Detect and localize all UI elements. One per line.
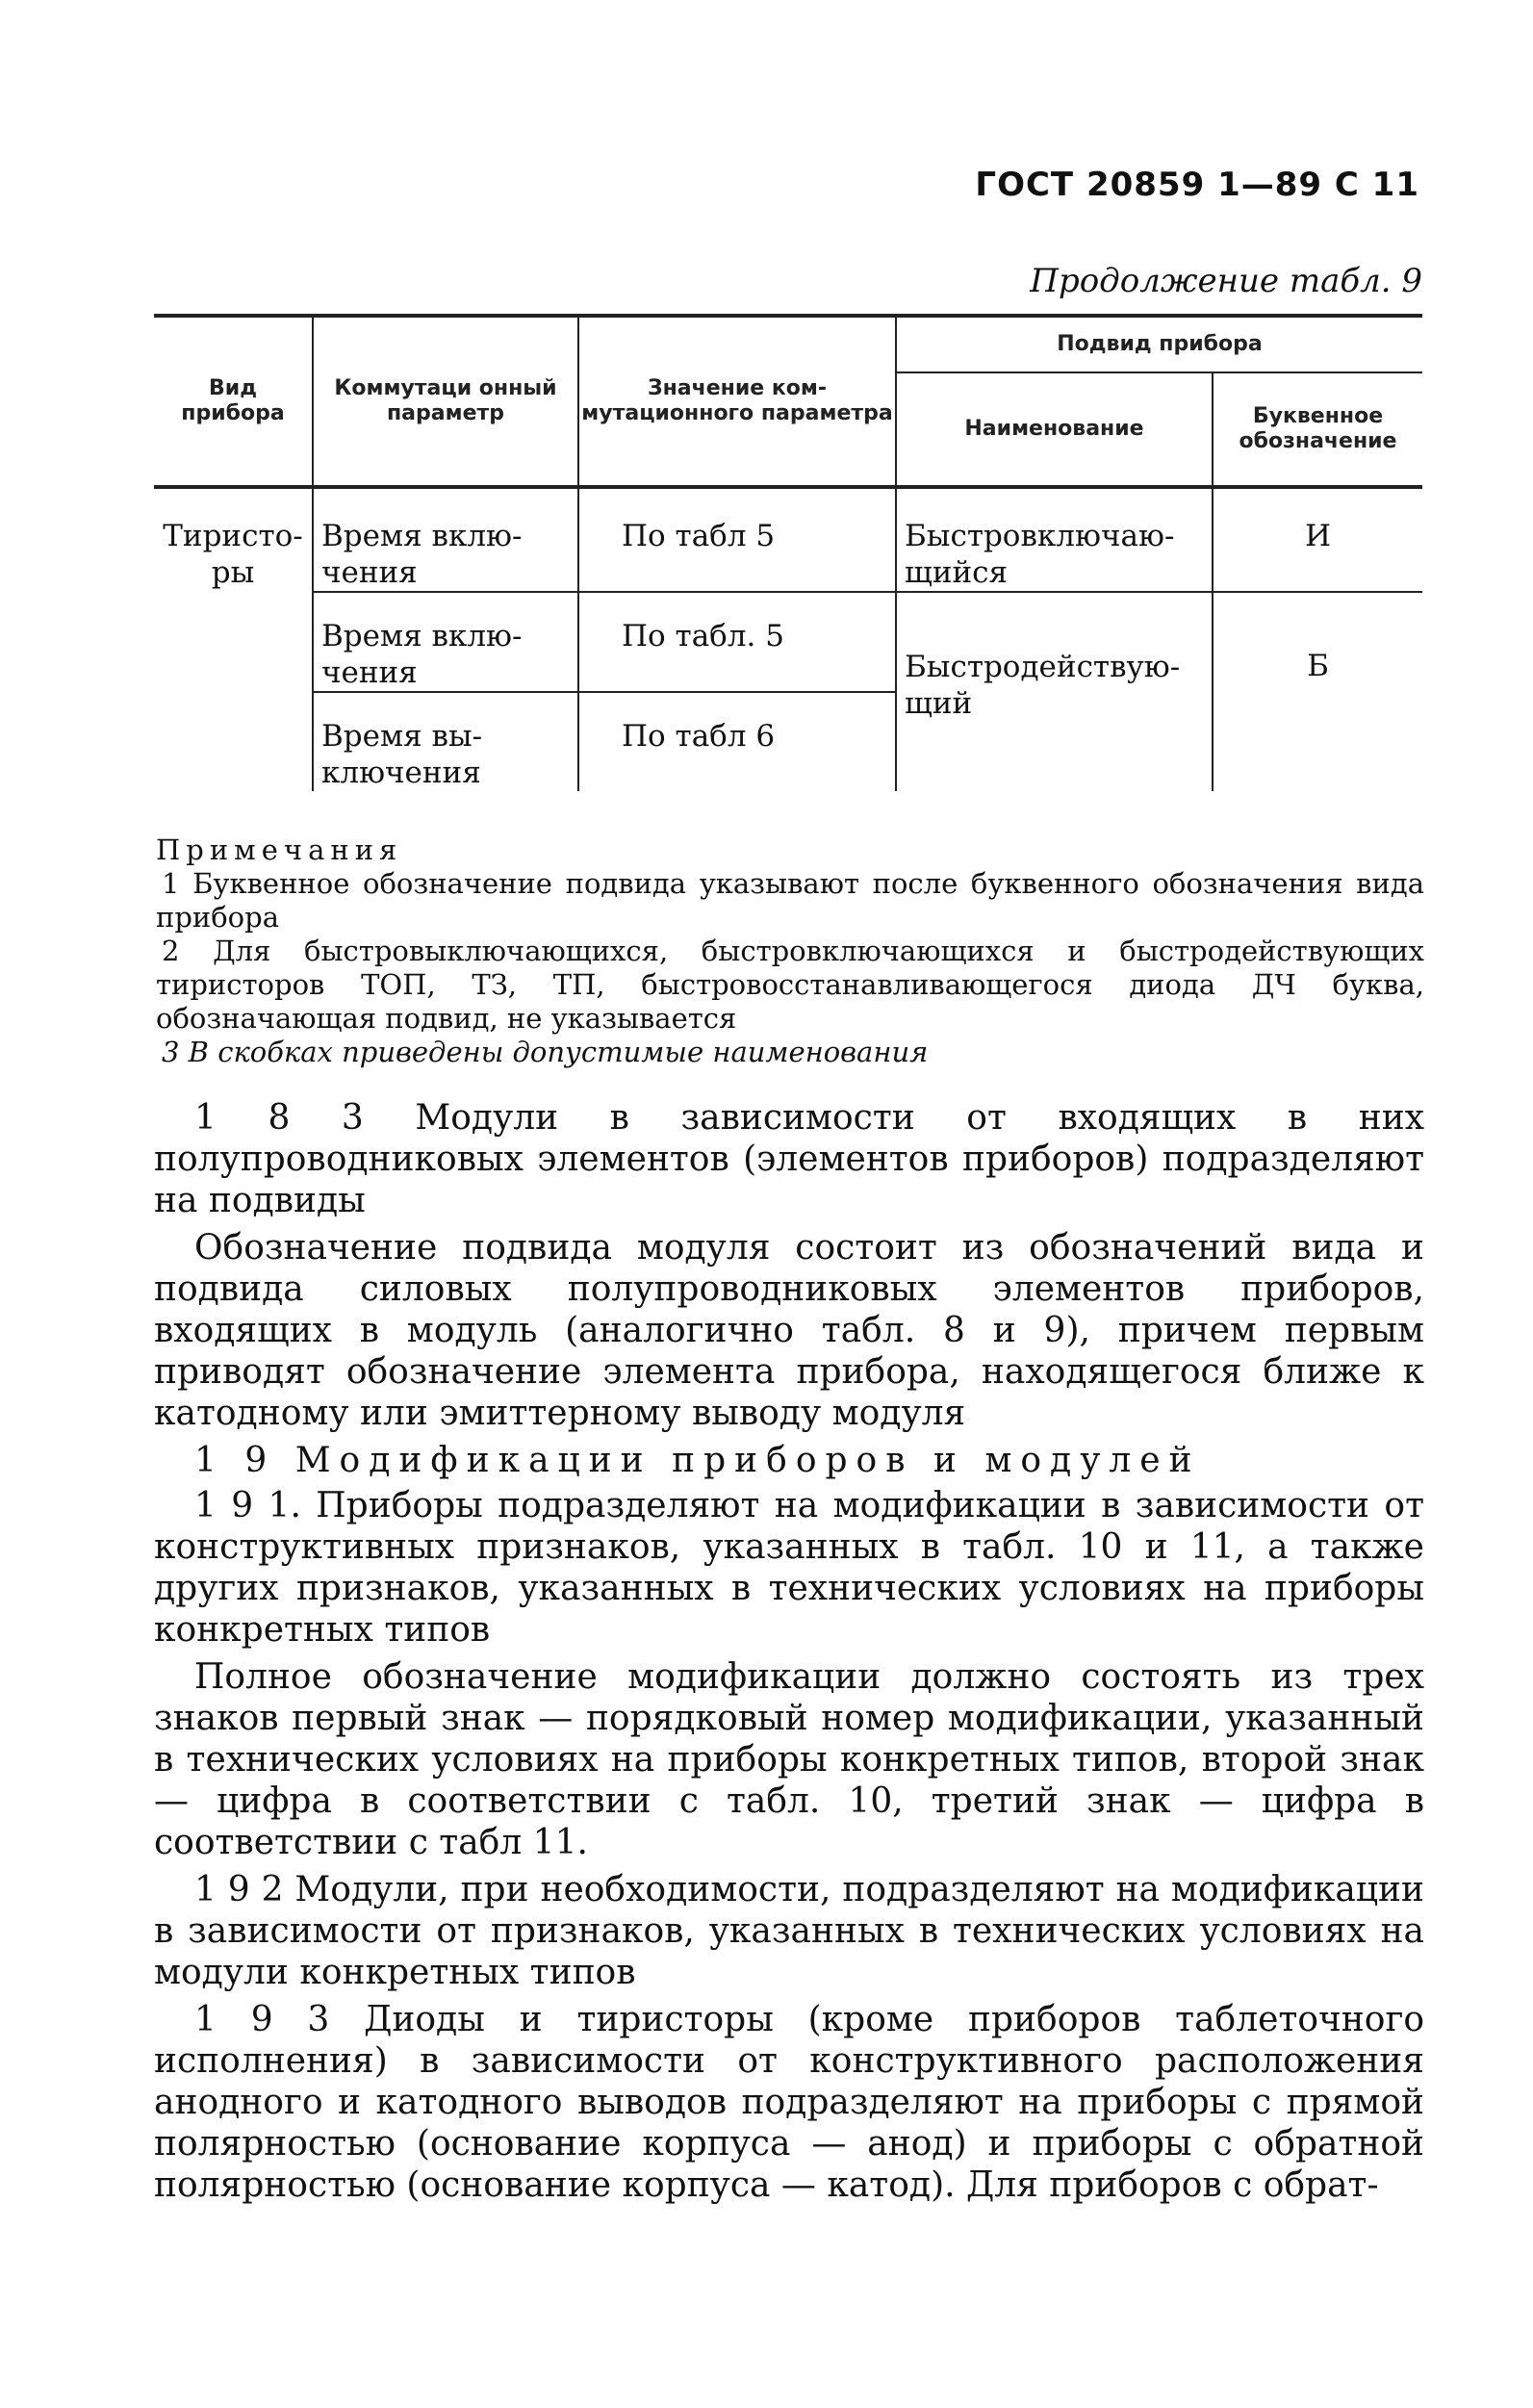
body-text: [154, 1097, 1424, 2212]
cell-value-3: По табл 6: [578, 692, 896, 791]
cell-subtype-name-1: Быстровключаю- щийся: [896, 487, 1213, 592]
cell-subtype-name-2: Быстродействую- щий: [896, 592, 1213, 791]
paragraph-1-8-3: 1 8 3 Модули в зависимости от входящих в них полупроводниковых элементов (элементов приборов) подразделяют на подвиды: [154, 1098, 1424, 1220]
cell-device-type: Тиристо- ры: [154, 487, 313, 791]
cell-param-3: Время вы- ключения: [313, 692, 578, 791]
cell-value-1: По табл 5: [578, 487, 896, 592]
header-name: Наименование: [896, 372, 1213, 487]
paragraph-full-designation: Полное обозначение модификации должно состоять из трех знаков первый знак — порядковый номер модификации, указанный в технических условиях на приборы конкретных типов, второй знак — цифра в соответствии с табл. 10, третий знак — цифра в соответствии с табл 11.: [154, 1657, 1424, 1862]
paragraph-module-designation: Обозначение подвида модуля состоит из обозначений вида и подвида силовых полупроводниковых элементов приборов, входящих в модуль (аналогично табл. 8 и 9), причем первым приводят обозначение элемента прибора, находящегося ближе к катодному или эмиттерному выводу модуля: [154, 1228, 1424, 1433]
paragraph-1-9-3: 1 9 3 Диоды и тиристоры (кроме приборов таблеточного исполнения) в зависимости от конструктивного расположения анодного и катодного выводов подразделяют на приборы с прямой полярностью (основание корпуса — анод) и приборы с обратной полярностью (основание корпуса — катод). Для приборов с обрат-: [154, 2000, 1424, 2205]
page-header: ГОСТ 20859 1—89 С 11: [975, 166, 1419, 204]
cell-subtype-letter-1: И: [1213, 487, 1422, 592]
cell-param-1: Время вклю- чения: [313, 487, 578, 592]
header-subtype: Подвид прибора: [896, 316, 1422, 372]
cell-param-2: Время вклю- чения: [313, 592, 578, 692]
table-continuation-label: Продолжение табл. 9: [1030, 262, 1422, 300]
table-9: [154, 314, 1422, 791]
cell-value-2: По табл. 5: [578, 592, 896, 692]
header-letter-code: Буквенное обозначение: [1213, 372, 1422, 487]
note-2: 2 Для быстровыключающихся, быстровключающихся и быстродействующих тиристоров ТОП, ТЗ, ТП, быстровосстанавливающегося диода ДЧ буква, обозначающая подвид, не указывается: [156, 935, 1424, 1035]
cell-subtype-letter-2: Б: [1213, 592, 1422, 791]
notes-block: [156, 833, 1424, 1069]
header-device-type: Вид прибора: [154, 316, 313, 487]
header-switching-param: Коммутаци онный параметр: [313, 316, 578, 487]
paragraph-1-9-2: 1 9 2 Модули, при необходимости, подразделяют на модификации в зависимости от признаков, указанных в технических условиях на модули конкретных типов: [154, 1870, 1424, 1992]
section-heading-1-9: 1 9 Модификации приборов и модулей: [194, 1441, 1201, 1480]
paragraph-1-9-1: 1 9 1. Приборы подразделяют на модификации в зависимости от конструктивных признаков, указанных в табл. 10 и 11, а также других признаков, указанных в технических условиях на приборы конкретных типов: [154, 1486, 1424, 1650]
note-1: 1 Буквенное обозначение подвида указывают после буквенного обозначения вида прибора: [156, 867, 1424, 934]
header-param-value: Значение ком- мутационного параметра: [578, 316, 896, 487]
note-3: 3 В скобках приведены допустимые наименования: [162, 1036, 929, 1068]
notes-title: Примечания: [156, 833, 403, 866]
